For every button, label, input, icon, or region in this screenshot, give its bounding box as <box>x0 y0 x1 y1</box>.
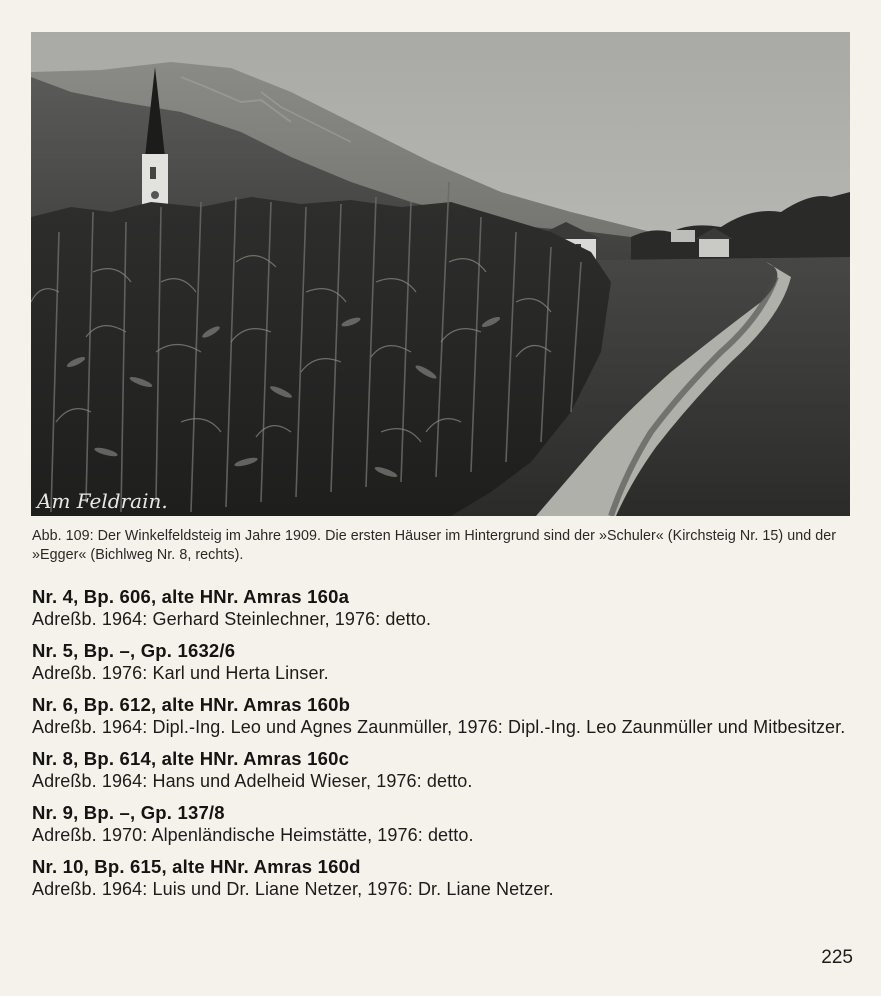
entry-text: Adreßb. 1976: Karl und Herta Linser. <box>32 663 329 683</box>
entry-nr-8 <box>32 748 862 792</box>
entry-heading: Nr. 5, Bp. –, Gp. 1632/6 <box>32 640 236 661</box>
entry-text: Adreßb. 1964: Gerhard Steinlechner, 1976: detto. <box>32 609 432 629</box>
page-number: 225 <box>821 947 853 968</box>
entry-nr-9 <box>32 802 862 846</box>
entry-heading: Nr. 9, Bp. –, Gp. 137/8 <box>32 802 225 823</box>
photo-illustration <box>31 32 850 516</box>
photo-inscription: Am Feldrain. <box>37 489 168 513</box>
entry-nr-6 <box>32 694 862 738</box>
entry-text: Adreßb. 1970: Alpenländische Heimstätte, 1976: detto. <box>32 825 474 845</box>
entry-text: Adreßb. 1964: Luis und Dr. Liane Netzer, 1976: Dr. Liane Netzer. <box>32 879 554 899</box>
entry-heading: Nr. 8, Bp. 614, alte HNr. Amras 160c <box>32 748 350 769</box>
entry-list <box>32 586 862 910</box>
entry-nr-4 <box>32 586 862 630</box>
entry-nr-10 <box>32 856 862 900</box>
entry-text: Adreßb. 1964: Hans und Adelheid Wieser, 1976: detto. <box>32 771 473 791</box>
historical-photo <box>31 32 850 516</box>
entry-heading: Nr. 4, Bp. 606, alte HNr. Amras 160a <box>32 586 350 607</box>
entry-heading: Nr. 6, Bp. 612, alte HNr. Amras 160b <box>32 694 351 715</box>
entry-text: Adreßb. 1964: Dipl.-Ing. Leo und Agnes Zaunmüller, 1976: Dipl.-Ing. Leo Zaunmüller und Mitbesitzer. <box>32 717 846 737</box>
entry-heading: Nr. 10, Bp. 615, alte HNr. Amras 160d <box>32 856 361 877</box>
entry-nr-5 <box>32 640 862 684</box>
figure-caption: Abb. 109: Der Winkelfeldsteig im Jahre 1909. Die ersten Häuser im Hintergrund sind der »Schuler« (Kirchsteig Nr. 15) und der »Egger« (Bichlweg Nr. 8, rechts). <box>32 528 837 563</box>
